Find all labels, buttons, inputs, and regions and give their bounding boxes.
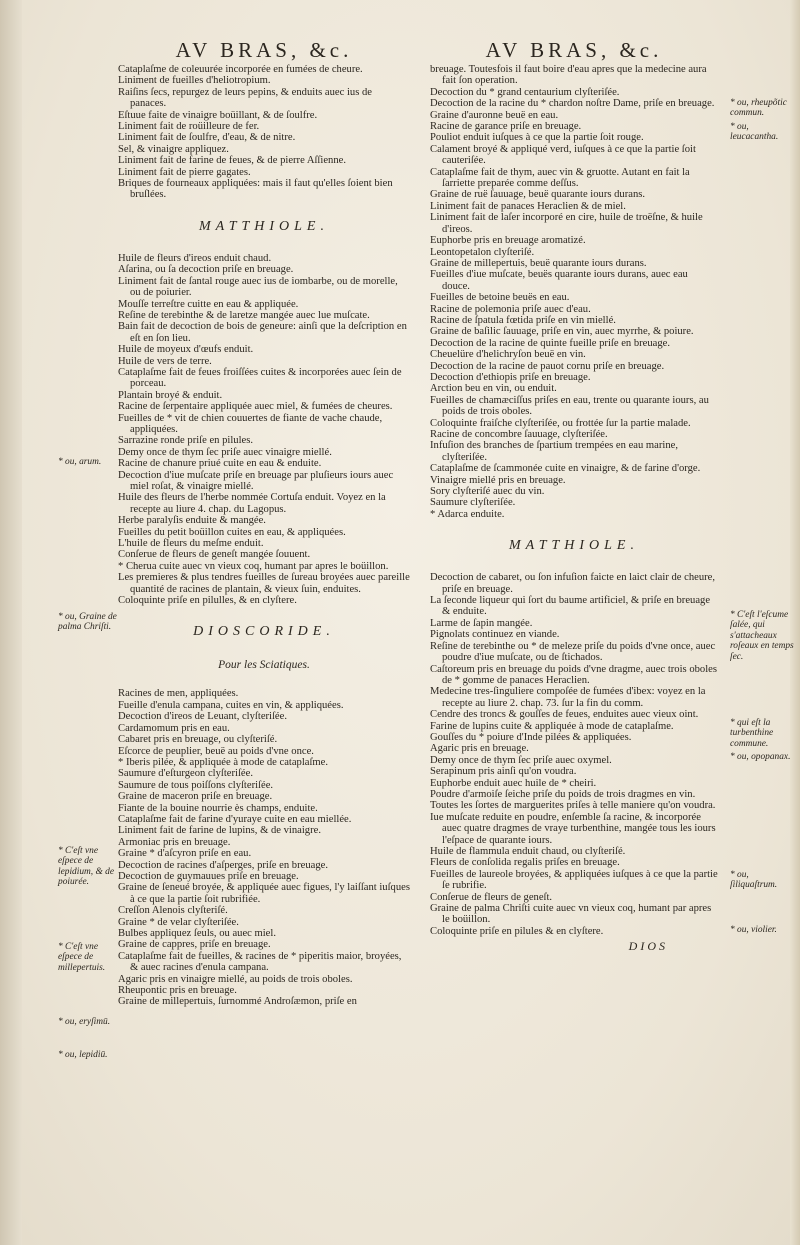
remedy-entry: Fiante de la bouine nourrie ès champs, enduite. xyxy=(118,802,318,814)
remedy-entry: Infuſion des branches de ſpartium trempées en eau marine, clyſteriſée. xyxy=(430,440,678,463)
remedy-entry: Mouſſe terreſtre cuitte en eau & appliquée. xyxy=(118,298,299,310)
remedy-entry: Poudre d'armoiſe ſeiche priſe du poids de trois dragmes en vin. xyxy=(430,788,696,800)
remedy-entry: Leontopetalon clyſteriſé. xyxy=(430,246,535,258)
remedy-entry: Graine de ſeneué broyée, & appliquée auec figues, l'y laiſſant iuſques à ce que la partie ſoit rubrifiée. xyxy=(118,882,410,905)
remedy-entry: Huile de fleurs d'ireos enduit chaud. xyxy=(118,252,272,264)
remedy-entry: Eſtuue faite de vinaigre boüillant, & de ſoulfre. xyxy=(118,109,318,121)
remedy-entry: Conſerue de fleurs de geneſt mangée ſouuent. xyxy=(118,549,311,561)
remedy-entry: Graine de millepertuis, ſurnommé Androſæmon, priſe en xyxy=(118,996,357,1008)
remedy-entry: Coloquinte priſe en pilulles, & en clyſtere. xyxy=(118,595,297,607)
remedy-entry: Liniment fait de ſoulfre, d'eau, & de nitre. xyxy=(118,132,296,144)
left-entry-list-3 xyxy=(118,688,410,1007)
right-margin-note: * ou, leucacantha. xyxy=(730,122,779,143)
remedy-entry: Fleurs de conſolida regalis priſes en breuage. xyxy=(430,857,620,869)
remedy-entry: Eſcorce de peuplier, beuë au poids d'vne once. xyxy=(118,745,314,757)
remedy-entry: Liniment de fueilles d'heliotropium. xyxy=(118,75,271,87)
remedy-entry: Graine de baſilic ſauuage, priſe en vin, auec myrrhe, & poiure. xyxy=(430,326,694,338)
remedy-entry: Briques de fourneaux appliquées: mais il faut qu'elles ſoient bien bruſlées. xyxy=(118,178,393,201)
right-running-head: AV BRAS, &c. xyxy=(485,38,663,62)
remedy-entry: Huile de vers de terre. xyxy=(118,355,212,367)
remedy-entry: Serapinum pris ainſi qu'on voudra. xyxy=(430,766,577,778)
remedy-entry: Reſine de terebinthe & de laretze mangée auec lue muſcate. xyxy=(118,309,370,321)
remedy-entry: Decoction de guymauues priſe en breuage. xyxy=(118,870,299,882)
remedy-entry: Aſarina, ou ſa decoction priſe en breuage. xyxy=(118,264,294,276)
remedy-entry: * Cherua cuite auec vn vieux coq, humant par apres le boüillon. xyxy=(118,560,389,572)
remedy-entry: Cataplaſme fait de thym, auec vin & gruotte. Autant en fait la ſarriette preparée comme deſſus. xyxy=(430,166,690,190)
remedy-entry: Liniment fait de farine de feues, & de pierre Aſſienne. xyxy=(118,155,346,167)
remedy-entry: Demy once de thym ſec priſe auec vinaigre miellé. xyxy=(118,446,332,458)
remedy-entry: Fueille d'enula campana, cuites en vin, & appliquées. xyxy=(118,699,344,711)
remedy-entry: Calament broyé & appliqué verd, iuſques à ce que la partie ſoit cauteriſée. xyxy=(430,143,696,167)
remedy-entry: Liniment fait de roüilleure de fer. xyxy=(118,121,260,133)
remedy-entry: Conſerue de fleurs de geneſt. xyxy=(430,891,553,903)
left-margin-note: * ou, lepidiū. xyxy=(58,1050,108,1060)
remedy-entry: Agaric pris en breuage. xyxy=(430,743,529,755)
remedy-entry: Liniment fait de laſer incorporé en cire, huile de troëſne, & huile d'ireos. xyxy=(430,212,703,235)
left-section-title-matthiole: MATTHIOLE. xyxy=(199,218,329,234)
left-margin-note: * C'eſt vne eſpece de lepidium, & de poiurée. xyxy=(58,846,114,888)
remedy-entry: Cataplaſme de ſcammonée cuite en vinaigre, & de farine d'orge. xyxy=(430,463,701,475)
right-column xyxy=(430,38,718,953)
remedy-entry: Racine de garance priſe en breuage. xyxy=(430,121,582,133)
right-margin-note: * ou, ſiliquaſtrum. xyxy=(730,870,778,891)
remedy-entry: Fueilles de * vit de chien couuertes de fiante de vache chaude, appliquées. xyxy=(118,412,383,435)
remedy-entry: Caſtoreum pris en breuage du poids d'vne dragme, auec trois oboles de * gomme de panaces Heraclien. xyxy=(430,663,717,686)
remedy-entry: Decoction d'ireos de Leuant, clyſteriſée. xyxy=(118,711,287,723)
left-margin-note: * C'eſt vne eſpece de millepertuis. xyxy=(58,942,106,973)
remedy-entry: Decoction de la racine de pauot cornu priſe en breuage. xyxy=(430,360,665,372)
remedy-entry: Saumure d'eſturgeon clyſteriſée. xyxy=(118,768,253,780)
remedy-entry: Armoniac pris en breuage. xyxy=(118,836,231,848)
right-section-title-matthiole: MATTHIOLE. xyxy=(509,538,639,554)
right-margin-note: * ou, violier. xyxy=(730,925,777,935)
remedy-entry: Toutes les ſortes de marguerites priſes à telle maniere qu'on voudra. xyxy=(430,800,716,812)
left-entry-list-2 xyxy=(118,253,410,607)
remedy-entry: Graine * de velar clyſteriſée. xyxy=(118,916,239,928)
remedy-entry: Bulbes appliquez ſeuls, ou auec miel. xyxy=(118,928,276,939)
remedy-entry: Saumure de tous poiſſons clyſteriſée. xyxy=(118,779,274,791)
remedy-entry: Decoction de la racine du * chardon noſtre Dame, priſe en breuage. xyxy=(430,98,715,110)
remedy-entry: Graine de palma Chriſti cuite auec vn vieux coq, humant par apres le boüillon. xyxy=(430,903,712,926)
remedy-entry: Graine de millepertuis, beuë quarante iours durans. xyxy=(430,257,647,269)
remedy-entry: Decoction d'iue muſcate priſe en breuage par pluſieurs iours auec miel roſat, & vinaigre miellé. xyxy=(118,469,394,492)
remedy-entry: * Iberis pilée, & appliquée à mode de cataplaſme. xyxy=(118,756,329,768)
remedy-entry: Cendre des troncs & gouſſes de feues, enduites auec vieux oint. xyxy=(430,709,699,721)
remedy-entry: Cataplaſme fait de farine d'yuraye cuite en eau miellée. xyxy=(118,813,352,825)
remedy-entry: Cataplaſme fait de fueilles, & racines de * piperitis maior, broyées, & auec racines d'enula campana. xyxy=(118,950,402,974)
remedy-entry: Creſſon Alenois clyſteriſé. xyxy=(118,905,228,917)
remedy-entry: Sarrazine ronde priſe en pilules. xyxy=(118,435,254,447)
remedy-entry: Liniment fait de panaces Heraclien & de miel. xyxy=(430,200,626,212)
remedy-entry: Liniment fait de farine de lupins, & de vinaigre. xyxy=(118,825,321,837)
remedy-entry: Decoction de la racine de quinte fueille priſe en breuage. xyxy=(430,337,671,349)
remedy-entry: Decoction d'ethiopis priſe en breuage. xyxy=(430,371,591,383)
remedy-entry: Sel, & vinaigre appliquez. xyxy=(118,143,229,155)
catchword: DIOS xyxy=(628,939,668,954)
remedy-entry: Liniment fait de ſantal rouge auec ius de iombarbe, ou de morelle, ou de poiurier. xyxy=(118,275,398,299)
remedy-entry: Pignolats continuez en viande. xyxy=(430,629,560,641)
remedy-entry: Graine de maceron priſe en breuage. xyxy=(118,791,273,803)
remedy-entry: Graine * d'aſcyron priſe en eau. xyxy=(118,848,252,860)
remedy-entry: Racine de chanure priué cuite en eau & enduite. xyxy=(118,458,322,470)
remedy-entry: Decoction de cabaret, ou ſon infuſion faicte en laict clair de cheure, priſe en breuage. xyxy=(430,572,716,595)
remedy-entry: Cataplaſme de coleuurée incorporée en fumées de cheure. xyxy=(118,64,363,75)
remedy-entry: Huile de moyeux d'œufs enduit. xyxy=(118,344,254,356)
remedy-entry: Fueilles d'iue muſcate, beuës quarante iours durans, auec eau douce. xyxy=(430,269,688,292)
remedy-entry: Gouſſes du * poiure d'Inde pilées & appliquées. xyxy=(430,731,632,743)
remedy-entry: Les premieres & plus tendres fueilles de ſureau broyées auec pareille quantité de racines de plantain, & vieux ſuin, enduites. xyxy=(118,572,410,595)
remedy-entry: Arction beu en vin, ou enduit. xyxy=(430,383,557,395)
remedy-entry: Cardamomum pris en eau. xyxy=(118,722,230,734)
remedy-entry: Demy once de thym ſec priſe auec oxymel. xyxy=(430,754,612,766)
remedy-entry: L'huile de fleurs du meſme enduit. xyxy=(118,538,264,550)
remedy-entry: Bain fait de decoction de bois de geneure: ainſi que la deſcription en eſt en ſon lieu. xyxy=(118,321,407,344)
right-margin-note: * ou, opopanax. xyxy=(730,752,791,762)
remedy-entry: Racine de polemonia priſe auec d'eau. xyxy=(430,303,591,315)
remedy-entry: La ſeconde liqueur qui ſort du baume artificiel, & priſe en breuage & enduite. xyxy=(430,595,711,618)
left-margin-note: * ou, arum. xyxy=(58,457,102,467)
left-entry-list-1 xyxy=(118,64,410,201)
left-section-title-dioscoride: DIOSCORIDE. xyxy=(193,624,335,640)
remedy-entry: Agaric pris en vinaigre miellé, au poids de trois oboles. xyxy=(118,973,353,985)
remedy-entry: Herbe paralyſis enduite & mangée. xyxy=(118,515,266,527)
remedy-entry: Cheuelüre d'helichryſon beuë en vin. xyxy=(430,349,586,361)
remedy-entry: Larme de ſapin mangée. xyxy=(430,617,533,629)
remedy-entry: Vinaigre miellé pris en breuage. xyxy=(430,474,566,486)
remedy-entry: Decoction du * grand centaurium clyſteriſée. xyxy=(430,86,620,98)
binding-gutter xyxy=(0,0,22,1245)
remedy-entry: Coloquinte fraiſche clyſteriſée, ou frottée ſur la partie malade. xyxy=(430,417,691,429)
remedy-entry: Medecine tres-ſinguliere compoſée de fumées d'ibex: voyez en la recepte au liure 2. chap. 73. ſur la fin du comm. xyxy=(430,686,706,709)
right-entry-list-2 xyxy=(430,572,718,937)
remedy-entry: Liniment fait de pierre gagates. xyxy=(118,166,251,178)
remedy-entry: Fueilles du petit boüillon cuites en eau, & appliquées. xyxy=(118,526,346,538)
remedy-entry: Racine de concombre ſauuage, clyſteriſée. xyxy=(430,429,608,440)
remedy-entry: Decoction de racines d'aſperges, priſe en breuage. xyxy=(118,859,328,871)
left-margin-note: * ou, eryſimū. xyxy=(58,1017,111,1027)
left-section-subtitle: Pour les Sciatiques. xyxy=(218,659,310,672)
remedy-entry: Rheupontic pris en breuage. xyxy=(118,985,237,997)
remedy-entry: * Adarca enduite. xyxy=(430,508,505,520)
remedy-entry: Cataplaſme fait de feues froiſſées cuites & incorporées auec ſein de porceau. xyxy=(118,366,402,390)
left-running-head: AV BRAS, &c. xyxy=(175,38,353,62)
left-column xyxy=(118,38,410,1008)
remedy-entry: Huile des fleurs de l'herbe nommée Cortuſa enduit. Voyez en la recepte au liure 4. chap. du Lagopus. xyxy=(118,492,386,515)
right-margin-note: * ou, rheupõtic commun. xyxy=(730,98,787,119)
remedy-entry: Graine de ruë ſauuage, beuë quarante iours durans. xyxy=(430,189,646,201)
remedy-entry: Racine de ſerpentaire appliquée auec miel, & fumées de cheures. xyxy=(118,401,393,413)
remedy-entry: Euphorbe enduit auec huile de * cheiri. xyxy=(430,777,597,789)
remedy-entry: Fueilles de laureole broyées, & appliquées iuſques à ce que la partie ſe rubrifie. xyxy=(430,868,718,892)
right-margin-note: * C'eſt l'eſcume ſalée, qui s'attacheaux roſeaux en temps ſec. xyxy=(730,610,794,662)
remedy-entry: Raiſins ſecs, repurgez de leurs pepins, & enduits auec ius de panaces. xyxy=(118,86,372,110)
remedy-entry: Sory clyſteriſé auec du vin. xyxy=(430,486,545,498)
remedy-entry: Iue muſcate reduite en poudre, enſemble ſa racine, & incorporée auec quatre dragmes de vraye turbenthine, mangée tous les iours l'eſpace de quarante iours. xyxy=(430,811,716,846)
remedy-entry: Euphorbe pris en breuage aromatizé. xyxy=(430,235,586,247)
remedy-entry: Saumure clyſteriſée. xyxy=(430,497,516,509)
remedy-entry: Cabaret pris en breuage, ou clyſteriſé. xyxy=(118,734,278,746)
remedy-entry: Fueilles de betoine beuës en eau. xyxy=(430,292,570,304)
remedy-entry: Pouliot enduit iuſques à ce que la partie ſoit rouge. xyxy=(430,132,644,144)
remedy-entry: Coloquinte priſe en pilules & en clyſtere. xyxy=(430,925,604,937)
right-entry-list-1 xyxy=(430,64,718,520)
right-margin-note: * qui eſt la turbenthine commune. xyxy=(730,718,774,749)
remedy-entry: Graine d'auronne beuë en eau. xyxy=(430,109,559,121)
remedy-entry: Racines de men, appliquées. xyxy=(118,688,239,700)
remedy-entry: Plantain broyé & enduit. xyxy=(118,389,223,401)
remedy-entry: Graine de cappres, priſe en breuage. xyxy=(118,939,271,951)
remedy-entry: Farine de lupins cuite & appliquée à mode de cataplaſme. xyxy=(430,720,674,732)
left-margin-note: * ou, Graine de palma Chriſti. xyxy=(58,612,117,633)
remedy-entry: Reſine de terebinthe ou * de meleze priſe du poids d'vne once, auec poudre d'iue muſcate, ou de ſtichados. xyxy=(430,640,716,664)
remedy-entry: Racine de ſpatula fœtida priſe en vin miellé. xyxy=(430,314,616,326)
remedy-entry: Huile de flammula enduit chaud, ou clyſteriſé. xyxy=(430,846,626,857)
remedy-entry: Fueilles de chamæciſſus priſes en eau, trente ou quarante iours, au poids de trois oboles. xyxy=(430,394,709,418)
remedy-entry: breuage. Toutesfois il faut boire d'eau apres que la medecine aura fait ſon operation. xyxy=(430,64,707,87)
